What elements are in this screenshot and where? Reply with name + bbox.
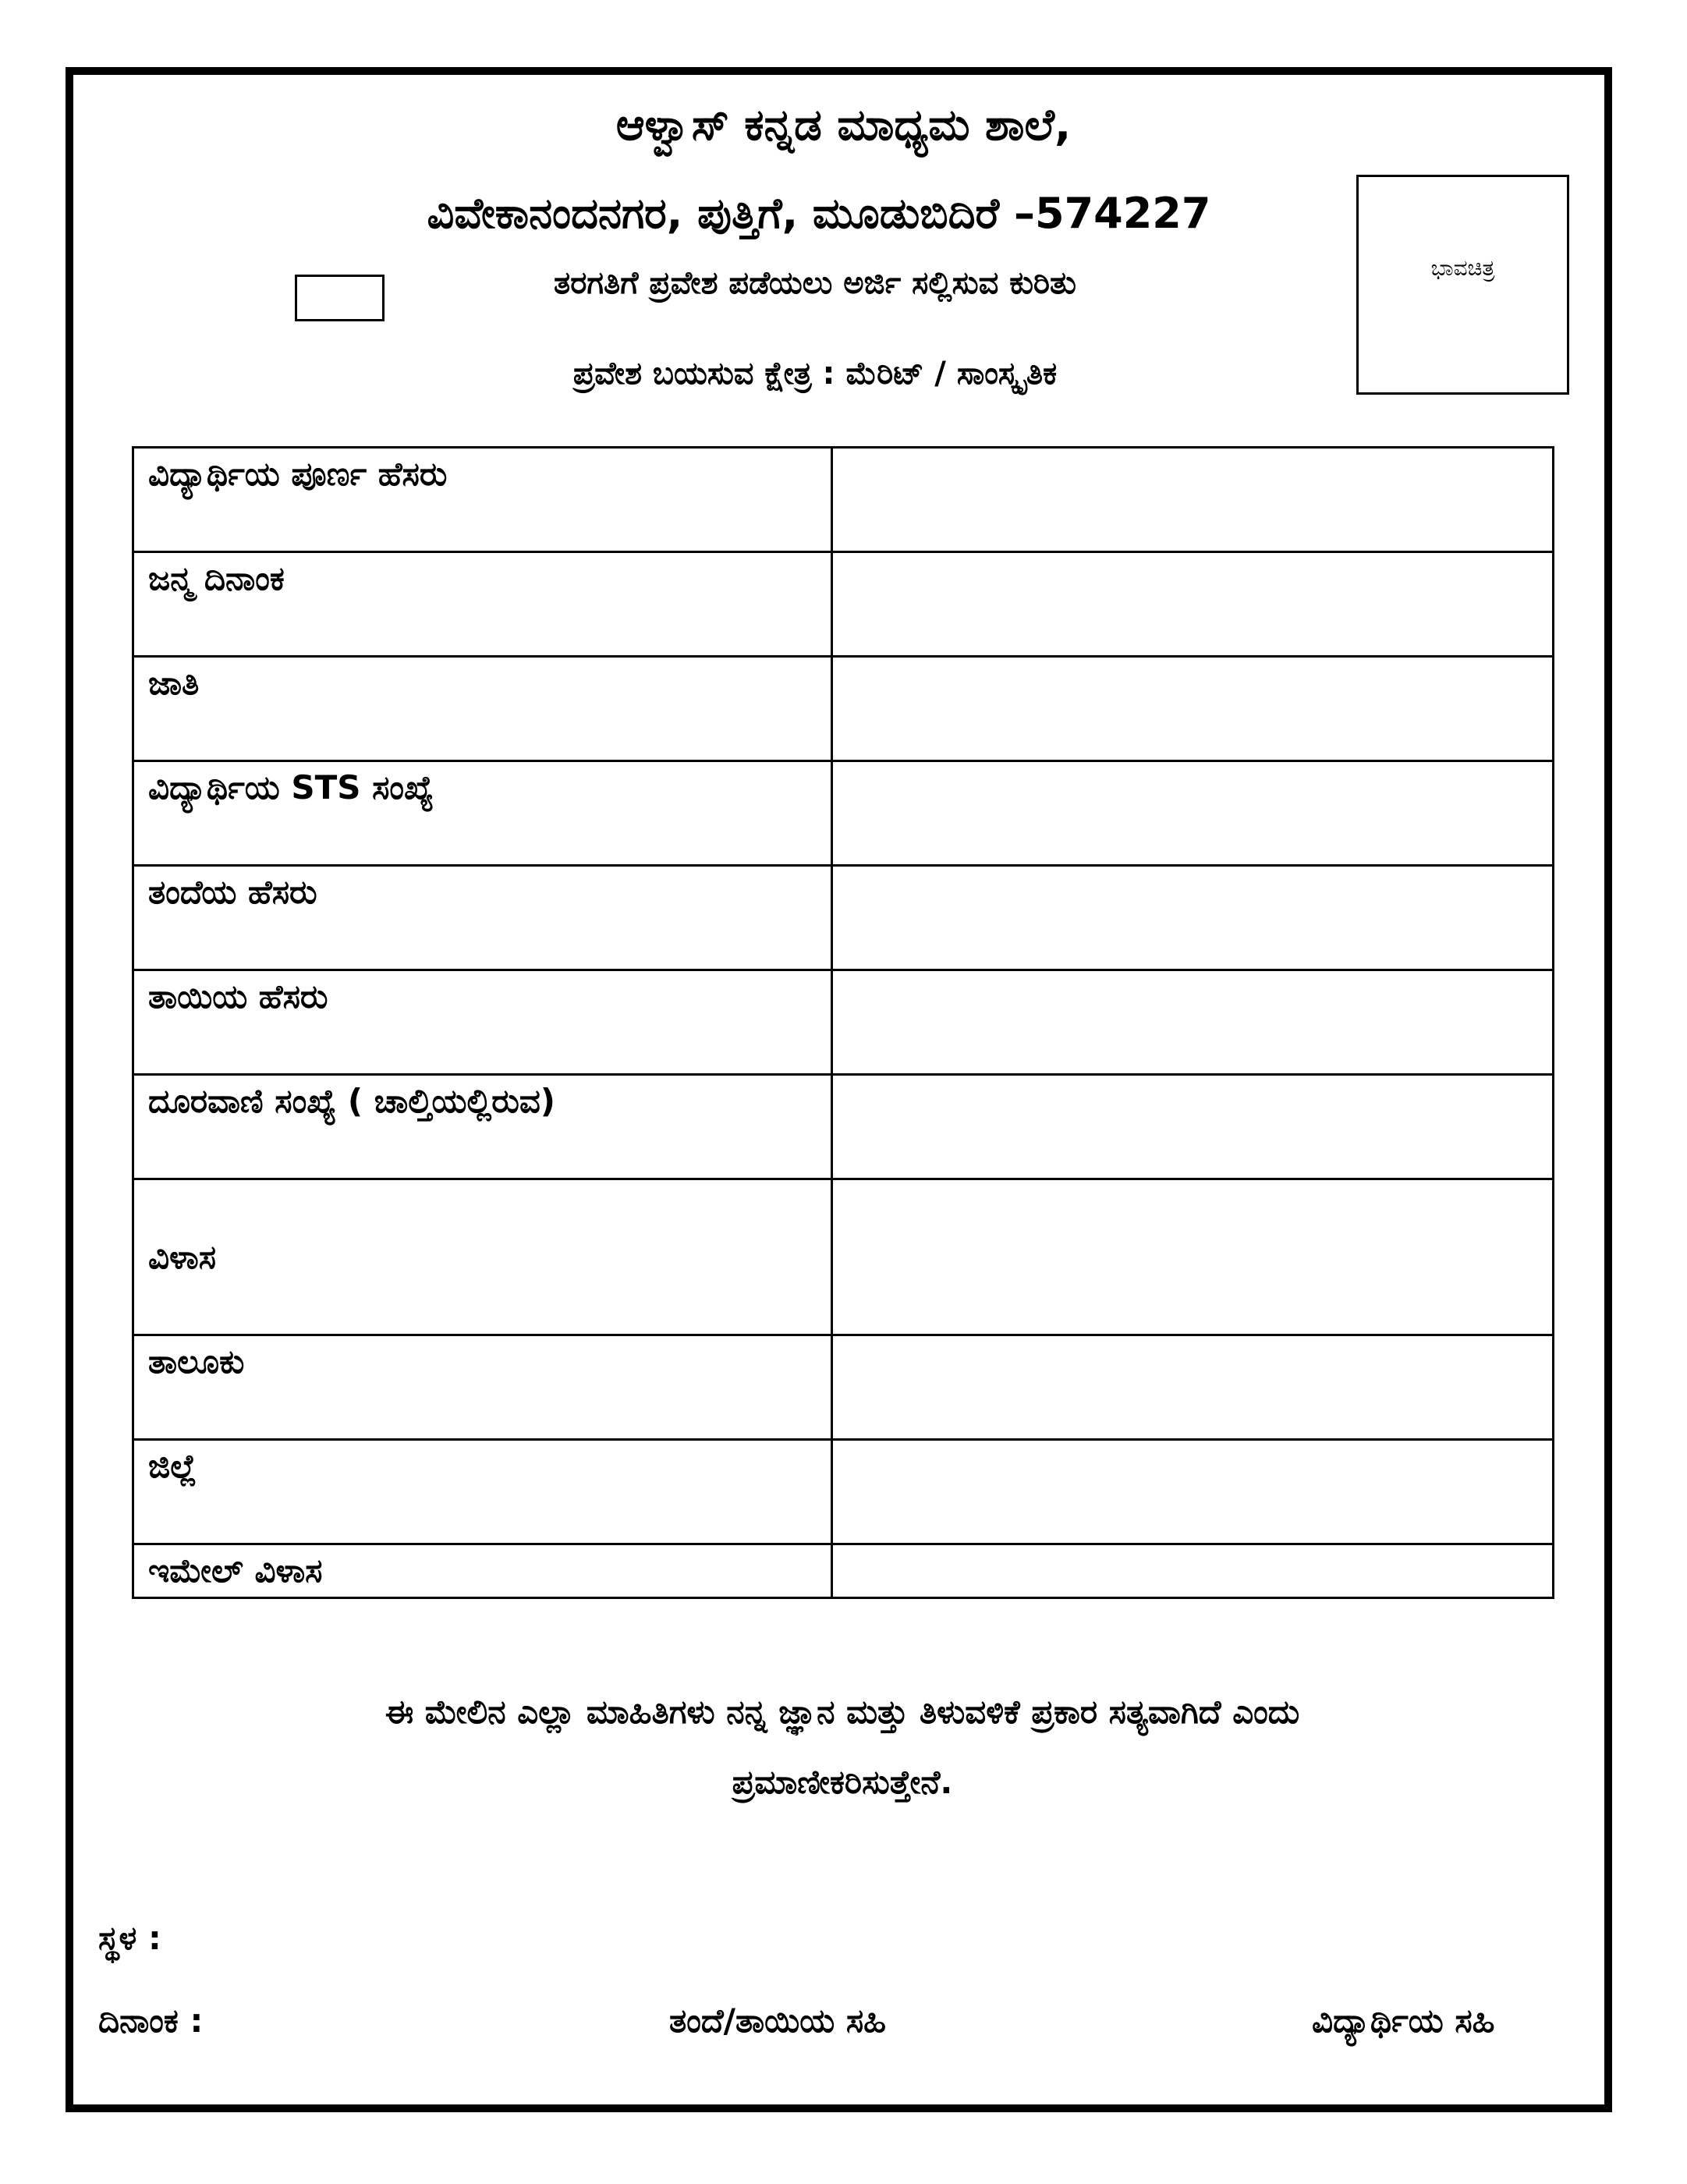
- field-taluk[interactable]: [832, 1335, 1554, 1440]
- declaration-line-1: ಈ ಮೇಲಿನ ಎಲ್ಲಾ ಮಾಹಿತಿಗಳು ನನ್ನ ಜ್ಞಾನ ಮತ್ತು ತಿಳುವಳಿಕೆ ಪ್ರಕಾರ ಸತ್ಯವಾಗಿದೆ ಎಂದು: [385, 1693, 1300, 1731]
- field-caste[interactable]: [832, 657, 1554, 761]
- school-name: ಆಳ್ವಾಸ್ ಕನ್ನಡ ಮಾಧ್ಯಮ ಶಾಲೆ,: [615, 100, 1072, 151]
- form-row: [133, 866, 1554, 970]
- photo-label: ಭಾವಚಿತ್ರ: [1430, 255, 1495, 281]
- field-full-name[interactable]: [832, 448, 1554, 552]
- form-row: [133, 1335, 1554, 1440]
- form-row: [133, 1075, 1554, 1179]
- row-label-taluk: ತಾಲೂಕು: [133, 1335, 832, 1440]
- field-phone[interactable]: [832, 1075, 1554, 1179]
- field-sts-number[interactable]: [832, 761, 1554, 866]
- declaration-line-2: ಪ್ರಮಾಣೀಕರಿಸುತ್ತೇನೆ.: [732, 1763, 953, 1801]
- application-form-table: [132, 446, 1554, 1599]
- form-row: [133, 448, 1554, 552]
- form-row: [133, 761, 1554, 866]
- form-row: [133, 1440, 1554, 1544]
- row-label-full-name: ವಿದ್ಯಾರ್ಥಿಯ ಪೂರ್ಣ ಹೆಸರು: [133, 448, 832, 552]
- admission-field: ಪ್ರವೇಶ ಬಯಸುವ ಕ್ಷೇತ್ರ : ಮೆರಿಟ್ / ಸಾಂಸ್ಕೃತಿಕ: [572, 356, 1058, 392]
- form-row: [133, 970, 1554, 1075]
- form-row: [133, 1179, 1554, 1335]
- student-signature-label: ವಿದ್ಯಾರ್ಥಿಯ ಸಹಿ: [1312, 2001, 1495, 2040]
- row-label-email: ಇಮೇಲ್ ವಿಳಾಸ: [133, 1544, 832, 1598]
- field-father-name[interactable]: [832, 866, 1554, 970]
- declaration: [156, 1677, 1529, 1817]
- photo-box[interactable]: [1356, 175, 1569, 395]
- row-label-mother-name: ತಾಯಿಯ ಹೆಸರು: [133, 970, 832, 1075]
- row-label-father-name: ತಂದೆಯ ಹೆಸರು: [133, 866, 832, 970]
- field-dob[interactable]: [832, 552, 1554, 657]
- field-email[interactable]: [832, 1544, 1554, 1598]
- row-label-dob: ಜನ್ಮ ದಿನಾಂಕ: [133, 552, 832, 657]
- form-row: [133, 657, 1554, 761]
- row-label-phone: ದೂರವಾಣಿ ಸಂಖ್ಯೆ ( ಚಾಲ್ತಿಯಲ್ಲಿರುವ): [133, 1075, 832, 1179]
- date-label: ದಿನಾಂಕ :: [98, 2001, 204, 2040]
- field-district[interactable]: [832, 1440, 1554, 1544]
- row-label-caste: ಜಾತಿ: [133, 657, 832, 761]
- row-label-address: ವಿಳಾಸ: [133, 1179, 832, 1335]
- field-mother-name[interactable]: [832, 970, 1554, 1075]
- field-address[interactable]: [832, 1179, 1554, 1335]
- row-label-district: ಜಿಲ್ಲೆ: [133, 1440, 832, 1544]
- row-label-sts-number: ವಿದ್ಯಾರ್ಥಿಯ STS ಸಂಖ್ಯೆ: [133, 761, 832, 866]
- place-label: ಸ್ಥಳ :: [98, 1919, 161, 1957]
- parent-signature-label: ತಂದೆ/ತಾಯಿಯ ಸಹಿ: [669, 2001, 886, 2040]
- form-row: [133, 1544, 1554, 1598]
- form-row: [133, 552, 1554, 657]
- form-subject: ತರಗತಿಗೆ ಪ್ರವೇಶ ಪಡೆಯಲು ಅರ್ಜಿ ಸಲ್ಲಿಸುವ ಕುರಿತು: [554, 265, 1076, 301]
- school-address: ವಿವೇಕಾನಂದನಗರ, ಪುತ್ತಿಗೆ, ಮೂಡುಬಿದಿರೆ –574227: [427, 189, 1211, 238]
